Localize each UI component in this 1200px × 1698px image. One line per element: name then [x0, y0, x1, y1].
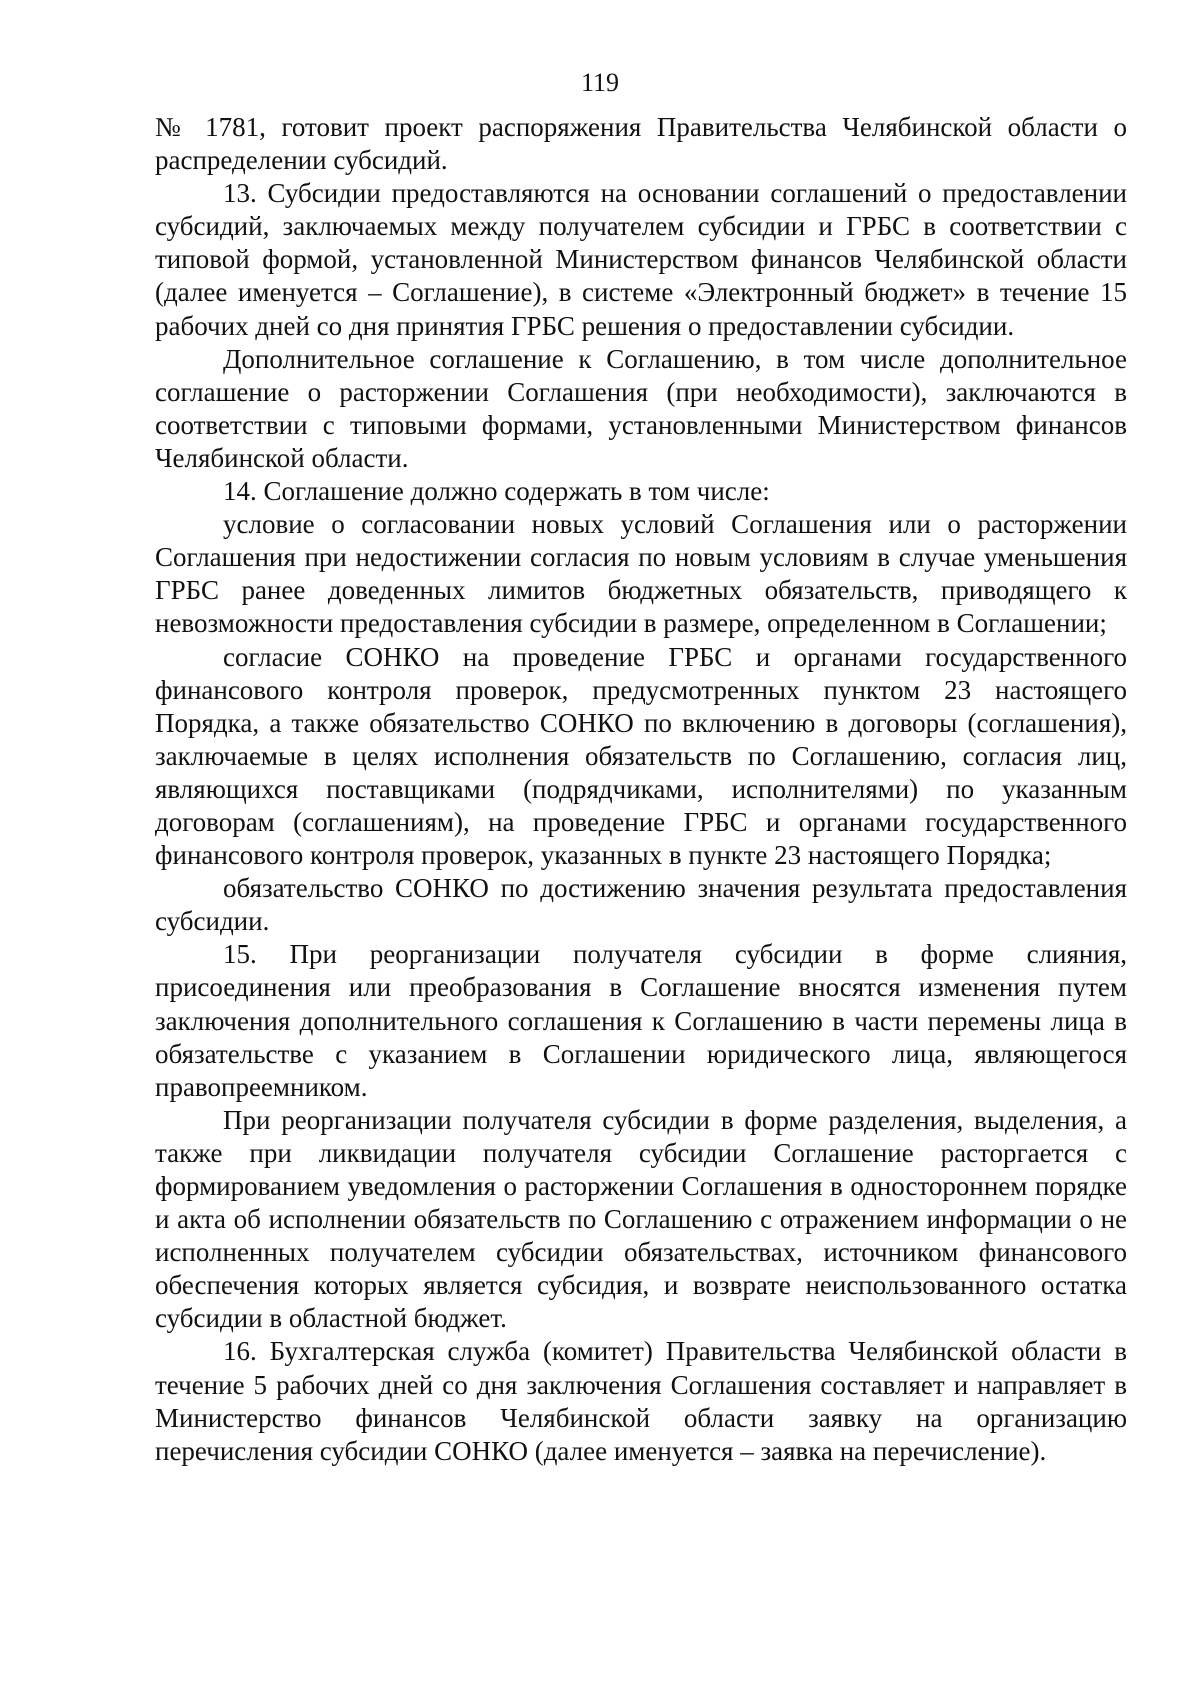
document-body [155, 111, 1127, 1468]
page-number: 119 [580, 68, 620, 97]
paragraph-item-16: 16. Бухгалтерская служба (комитет) Правительства Челябинской области в течение 5 рабочих дней со дня заключения Соглашения составляет и направляет в Министерство финансов Челябинской области заявку на организацию перечисления субсидии СОНКО (далее именуется – заявка на перечисление). [155, 1336, 1127, 1466]
paragraph-condition: условие о согласовании новых условий Соглашения или о расторжении Соглашения при недостижении согласия по новым условиям в случае уменьшения ГРБС ранее доведенных лимитов бюджетных обязательств, приводящего к невозможности предоставления субсидии в размере, определенном в Соглашении; [155, 509, 1127, 639]
paragraph-item-15: 15. При реорганизации получателя субсидии в форме слияния, присоединения или преобразования в Соглашение вносятся изменения путем заключения дополнительного соглашения к Соглашению в части перемены лица в обязательстве с указанием в Соглашении юридического лица, являющегося правопреемником. [155, 939, 1127, 1102]
paragraph-item-13: 13. Субсидии предоставляются на основании соглашений о предоставлении субсидий, заключаемых между получателем субсидии и ГРБС в соответствии с типовой формой, установленной Министерством финансов Челябинской области (далее именуется – Соглашение), в системе «Электронный бюджет» в течение 15 рабочих дней со дня принятия ГРБС решения о предоставлении субсидии. [155, 178, 1127, 341]
paragraph-continuation: № 1781, готовит проект распоряжения Правительства Челябинской области о распределении субсидий. [155, 112, 1127, 176]
paragraph-additional-agreement: Дополнительное соглашение к Соглашению, в том числе дополнительное соглашение о расторжении Соглашения (при необходимости), заключаются в соответствии с типовыми формами, установленными Министерством финансов Челябинской области. [155, 343, 1127, 473]
paragraph-reorganization: При реорганизации получателя субсидии в форме разделения, выделения, а также при ликвидации получателя субсидии Соглашение расторгается с формированием уведомления о расторжении Соглашения в одностороннем порядке и акта об исполнении обязательств по Соглашению с отражением информации о не исполненных получателем субсидии обязательствах, источником финансового обеспечения которых является субсидия, и возврате неиспользованного остатка субсидии в областной бюджет. [155, 1104, 1127, 1334]
paragraph-item-14: 14. Соглашение должно содержать в том числе: [223, 476, 770, 507]
paragraph-consent: согласие СОНКО на проведение ГРБС и органами государственного финансового контроля проверок, предусмотренных пунктом 23 настоящего Порядка, а также обязательство СОНКО по включению в договоры (соглашения), заключаемые в целях исполнения обязательств по Соглашению, согласия лиц, являющихся поставщиками (подрядчиками, исполнителями) по указанным договорам (соглашениям), на проведение ГРБС и органами государственного финансового контроля проверок, указанных в пункте 23 настоящего Порядка; [155, 641, 1127, 871]
paragraph-obligation: обязательство СОНКО по достижению значения результата предоставления субсидии. [155, 873, 1127, 937]
